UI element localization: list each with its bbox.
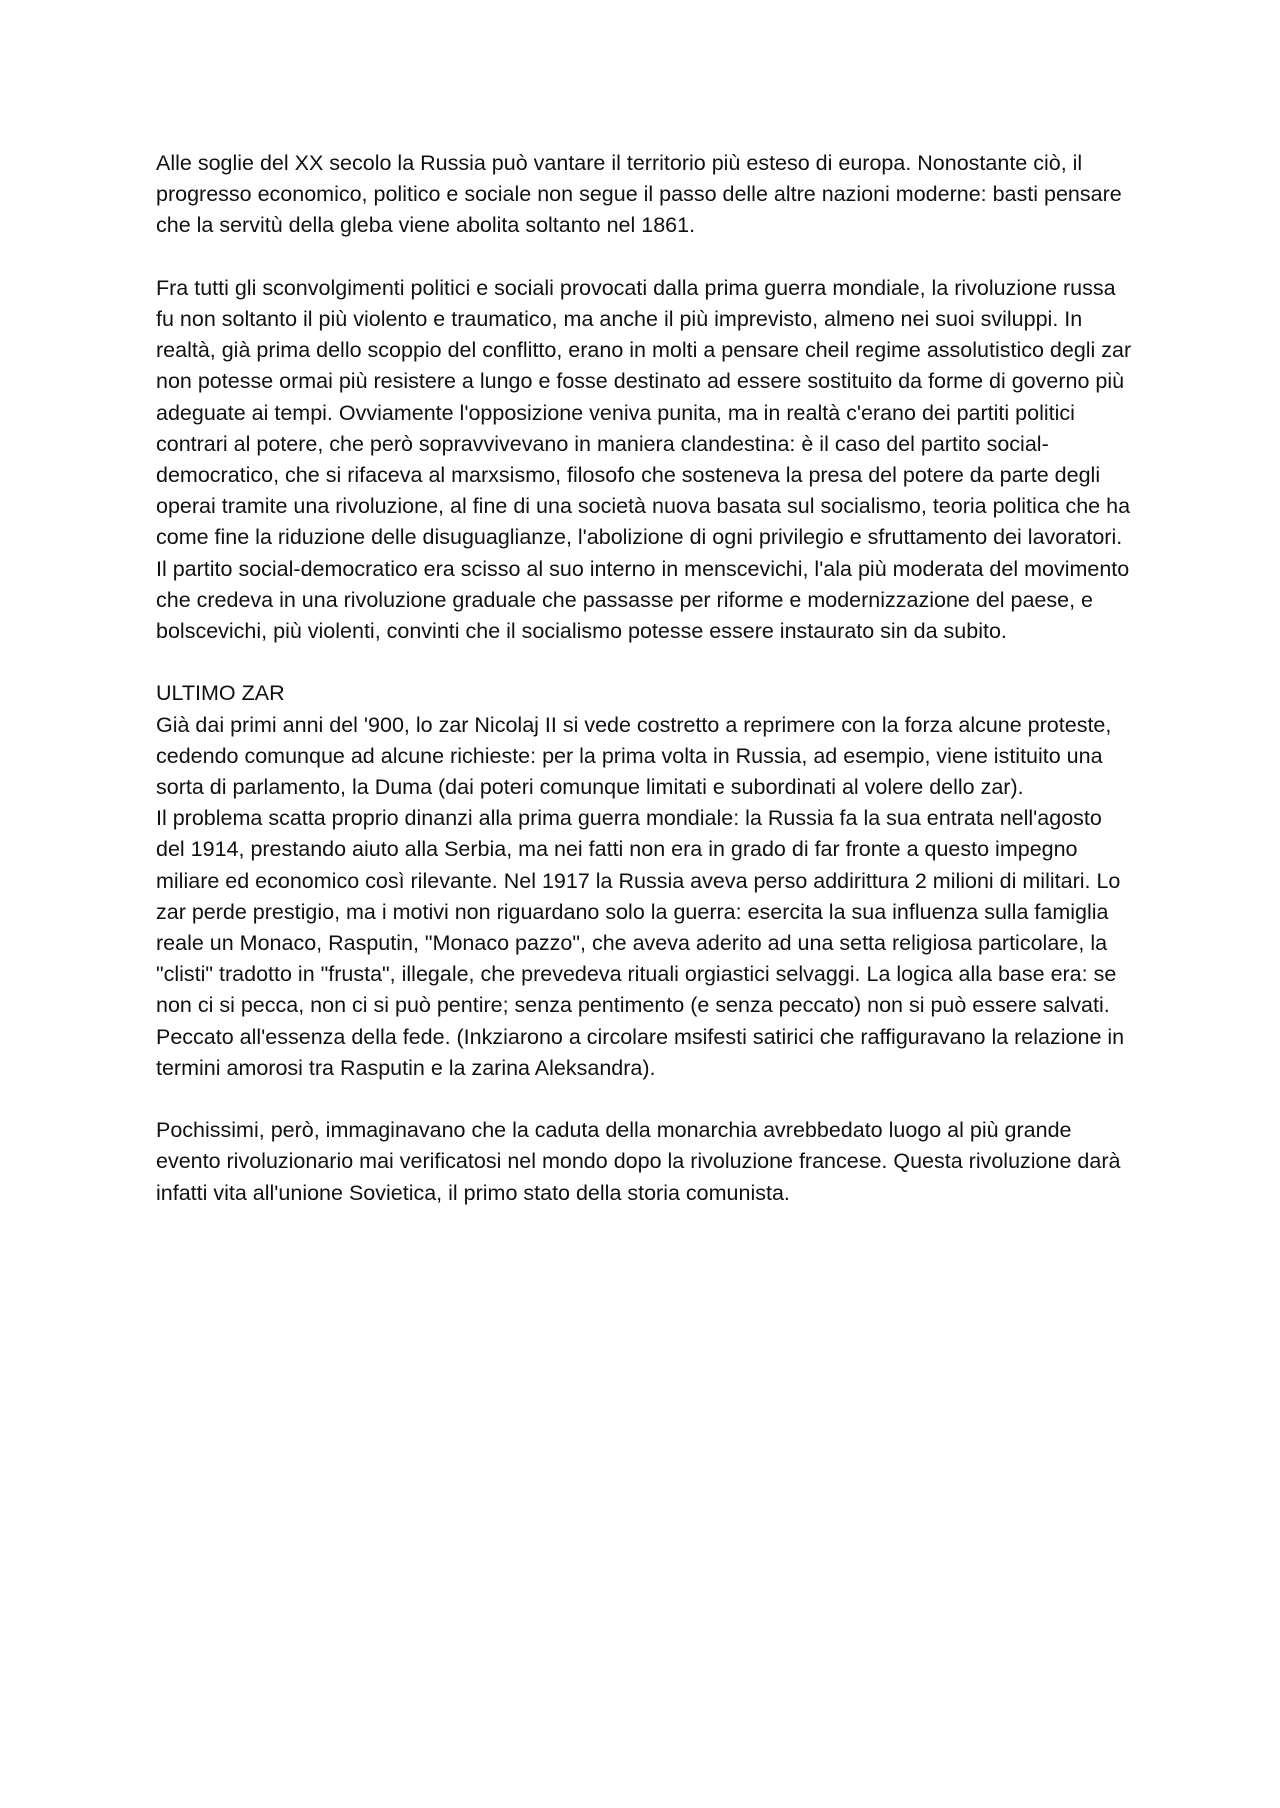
paragraph-spacer <box>156 1084 1136 1115</box>
document-body <box>156 148 1136 1209</box>
paragraph-revolution: Fra tutti gli sconvolgimenti politici e sociali provocati dalla prima guerra mondiale, la rivoluzione russa fu non soltanto il più violento e traumatico, ma anche il più imprevisto, almeno nei suoi sviluppi. In realtà, già prima dello scoppio del conflitto, erano in molti a pensare cheil regime assolutistico degli zar non potesse ormai più resistere a lungo e fosse destinato ad essere sostituito da forme di governo più adeguate ai tempi. Ovviamente l'opposizione veniva punita, ma in realtà c'erano dei partiti politici contrari al potere, che però sopravvivevano in maniera clandestina: è il caso del partito social-democratico, che si rifaceva al marxsismo, filosofo che sosteneva la presa del potere da parte degli operai tramite una rivoluzione, al fine di una società nuova basata sul socialismo, teoria politica che ha come fine la riduzione delle disuguaglianze, l'abolizione di ogni privilegio e sfruttamento dei lavoratori. Il partito social-democratico era scisso al suo interno in menscevichi, l'ala più moderata del movimento che credeva in una rivoluzione graduale che passasse per riforme e modernizzazione del paese, e bolscevichi, più violenti, convinti che il socialismo potesse essere instaurato sin da subito. <box>156 275 1132 644</box>
paragraph-spacer <box>156 242 1136 273</box>
paragraph-intro: Alle soglie del XX secolo la Russia può vantare il territorio più esteso di europa. Nonostante ciò, il progresso economico, politico e sociale non segue il passo delle altre nazioni moderne: basti pensare che la servitù della gleba viene abolita soltanto nel 1861. <box>156 151 1122 238</box>
paragraph-spacer <box>156 647 1136 678</box>
section-heading: ULTIMO ZAR <box>156 681 285 706</box>
paragraph-nicolaj: Già dai primi anni del '900, lo zar Nicolaj II si vede costretto a reprimere con la forza alcune proteste, cedendo comunque ad alcune richieste: per la prima volta in Russia, ad esempio, viene istituito una sorta di parlamento, la Duma (dai poteri comunque limitati e subordinati al volere dello zar). <box>156 712 1112 800</box>
paragraph-conclusion: Pochissimi, però, immaginavano che la caduta della monarchia avrebbedato luogo al più grande evento rivoluzionario mai verificatosi nel mondo dopo la rivoluzione francese. Questa rivoluzione darà infatti vita all'unione Sovietica, il primo stato della storia comunista. <box>156 1118 1121 1205</box>
paragraph-war: Il problema scatta proprio dinanzi alla prima guerra mondiale: la Russia fa la sua entrata nell'agosto del 1914, prestando aiuto alla Serbia, ma nei fatti non era in grado di far fronte a questo impegno miliare ed economico così rilevante. Nel 1917 la Russia aveva perso addirittura 2 milioni di militari. Lo zar perde prestigio, ma i motivi non riguardano solo la guerra: esercita la sua influenza sulla famiglia reale un Monaco, Rasputin, "Monaco pazzo", che aveva aderito ad una setta religiosa particolare, la "clisti" tradotto in "frusta", illegale, che prevedeva rituali orgiastici selvaggi. La logica alla base era: se non ci si pecca, non ci si può pentire; senza pentimento (e senza peccato) non si può essere salvati. Peccato all'essenza della fede. (Inkziarono a circolare msifesti satirici che raffiguravano la relazione in termini amorosi tra Rasputin e la zarina Aleksandra). <box>156 806 1125 1080</box>
